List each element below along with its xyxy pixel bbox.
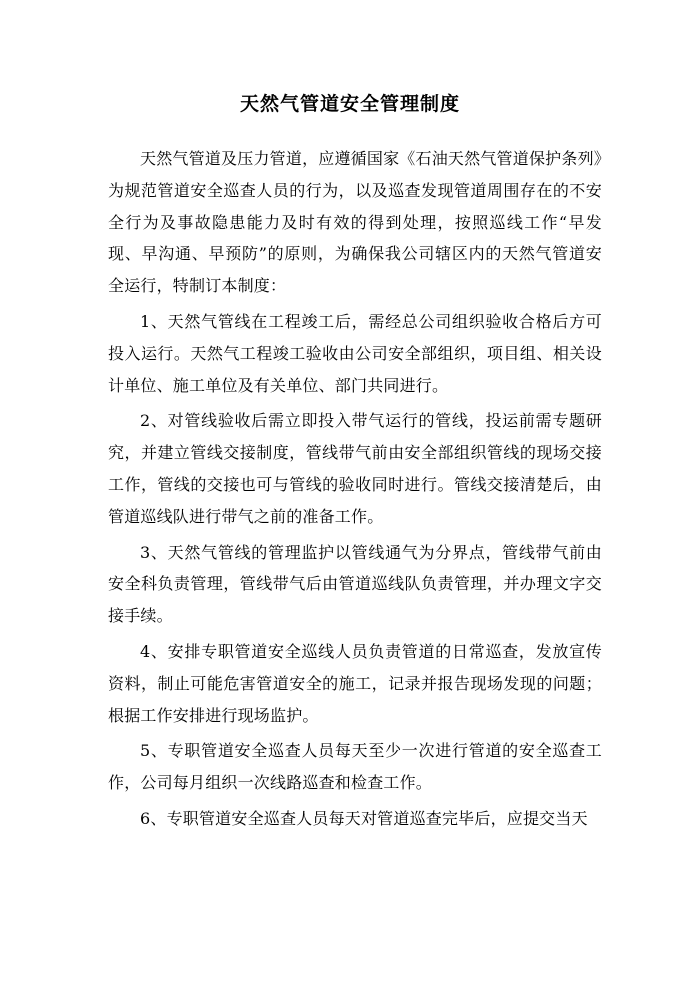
document-title: 天然气管道安全管理制度 [239,93,460,115]
paragraph-item-5: 5、专职管道安全巡查人员每天至少一次进行管道的安全巡查工作，公司每月组织一次线路巡查和检查工作。 [108,741,602,793]
paragraph-intro: 天然气管道及压力管道，应遵循国家《石油天然气管道保护条列》为规范管道安全巡查人员的行为，以及巡查发现管道周围存在的不安全行为及事故隐患能力及时有效的得到处理，按照巡线工作“早发现、早沟通、早预防”的原则，为确保我公司辖区内的天然气管道安全运行，特制订本制度： [108,149,602,296]
paragraph-item-3: 3、天然气管线的管理监护以管线通气为分界点，管线带气前由安全科负责管理，管线带气后由管道巡线队负责管理，并办理文字交接手续。 [108,542,602,626]
paragraph-item-1: 1、天然气管线在工程竣工后，需经总公司组织验收合格后方可投入运行。天然气工程竣工验收由公司安全部组织，项目组、相关设计单位、施工单位及有关单位、部门共同进行。 [108,311,602,395]
paragraph-item-6: 6、专职管道安全巡查人员每天对管道巡查完毕后，应提交当天 [140,808,588,828]
paragraph-item-2: 2、对管线验收后需立即投入带气运行的管线，投运前需专题研究，并建立管线交接制度，管线带气前由安全部组织管线的现场交接工作，管线的交接也可与管线的验收同时进行。管线交接清楚后，由管道巡线队进行带气之前的准备工作。 [108,411,602,526]
document-body [108,143,602,835]
paragraph-item-4: 4、安排专职管道安全巡线人员负责管道的日常巡查，发放宣传资料，制止可能危害管道安全的施工，记录并报告现场发现的问题；根据工作安排进行现场监护。 [108,641,602,725]
